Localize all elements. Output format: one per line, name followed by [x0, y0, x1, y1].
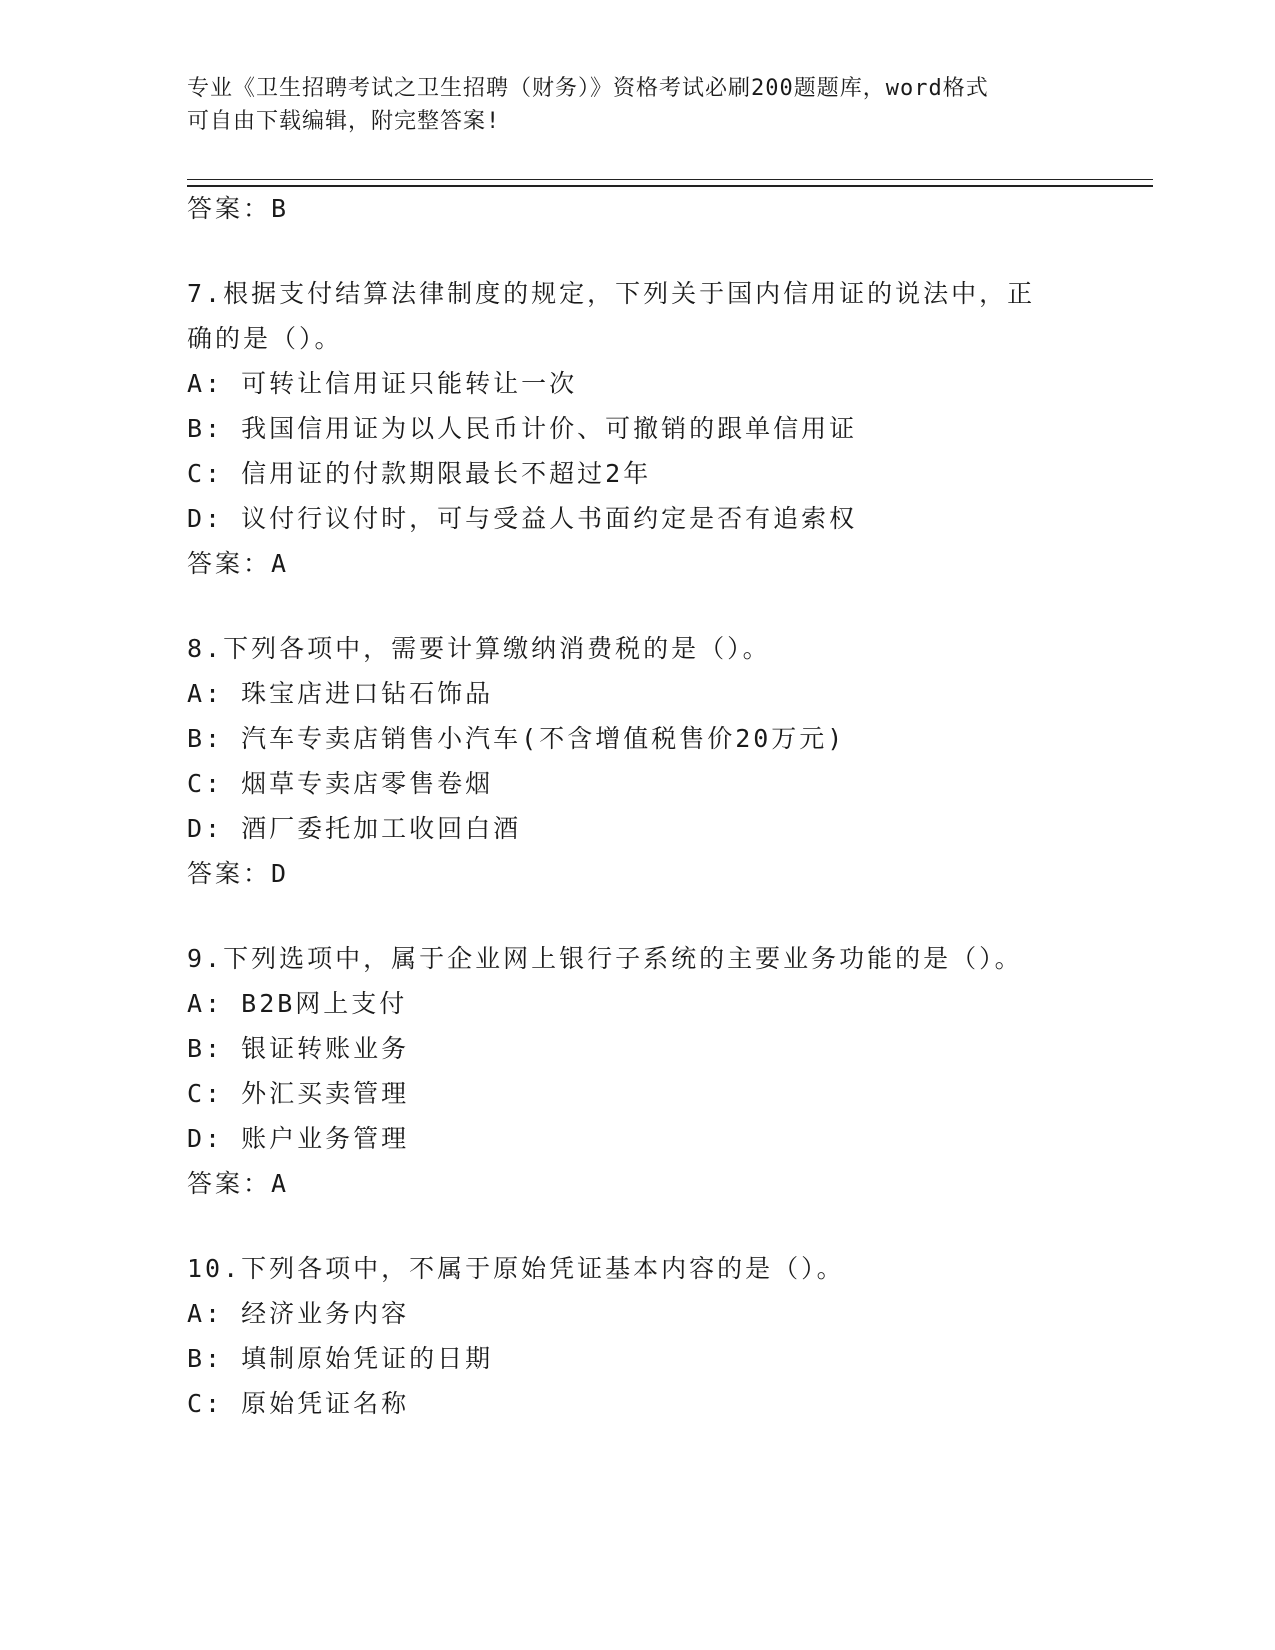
option-a: A: 珠宝店进口钻石饰品 — [187, 679, 494, 708]
answer-previous: 答案：B — [187, 194, 290, 223]
question-text: 8.下列各项中，需要计算缴纳消费税的是（）。 — [187, 634, 771, 663]
option-d: D: 酒厂委托加工收回白酒 — [187, 814, 522, 843]
option-b: B: 填制原始凭证的日期 — [187, 1344, 494, 1373]
option-c: C: 烟草专卖店零售卷烟 — [187, 769, 494, 798]
option-d: D: 议付行议付时，可与受益人书面约定是否有追索权 — [187, 504, 858, 533]
answer: 答案：D — [187, 859, 290, 888]
option-c: C: 外汇买卖管理 — [187, 1079, 410, 1108]
option-c: C: 原始凭证名称 — [187, 1389, 410, 1418]
question-text: 7.根据支付结算法律制度的规定，下列关于国内信用证的说法中，正 — [187, 279, 1036, 308]
answer: 答案：A — [187, 549, 290, 578]
question-text-cont: 确的是（）。 — [187, 324, 343, 353]
option-b: B: 银证转账业务 — [187, 1034, 410, 1063]
header-title-line-1: 专业《卫生招聘考试之卫生招聘（财务）》资格考试必刷200题题库，word格式 — [187, 76, 989, 101]
question-text: 10.下列各项中，不属于原始凭证基本内容的是（）。 — [187, 1254, 845, 1283]
option-a: A: B2B网上支付 — [187, 989, 408, 1018]
question-7 — [187, 271, 1087, 586]
header-title-line-2: 可自由下载编辑，附完整答案! — [187, 109, 501, 134]
option-a: A: 可转让信用证只能转让一次 — [187, 369, 578, 398]
option-b: B: 我国信用证为以人民币计价、可撤销的跟单信用证 — [187, 414, 858, 443]
option-b: B: 汽车专卖店销售小汽车(不含增值税售价20万元) — [187, 724, 846, 753]
option-c: C: 信用证的付款期限最长不超过2年 — [187, 459, 652, 488]
option-a: A: 经济业务内容 — [187, 1299, 410, 1328]
question-8 — [187, 626, 1087, 896]
question-9 — [187, 936, 1087, 1206]
question-text: 9.下列选项中，属于企业网上银行子系统的主要业务功能的是（）。 — [187, 944, 1023, 973]
option-d: D: 账户业务管理 — [187, 1124, 410, 1153]
document-body — [187, 186, 1087, 1426]
document-header — [187, 72, 1067, 138]
question-10 — [187, 1246, 1087, 1426]
answer: 答案：A — [187, 1169, 290, 1198]
